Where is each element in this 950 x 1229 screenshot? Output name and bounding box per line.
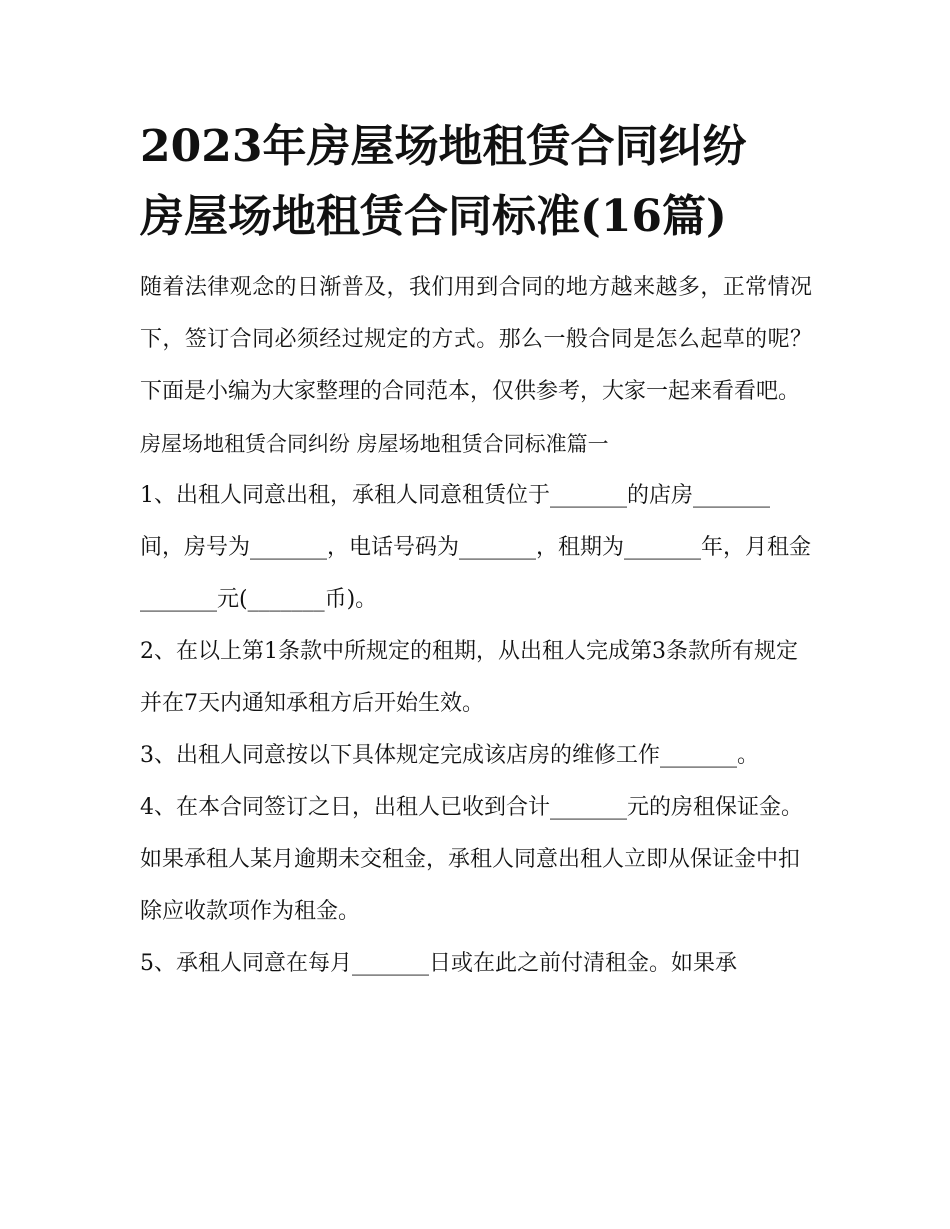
- clause-3: 3、出租人同意按以下具体规定完成该店房的维修工作_______。: [140, 743, 759, 768]
- clause-5: 5、承租人同意在每月_______日或在此之前付清租金。如果承: [140, 951, 737, 976]
- clause-4: 4、在本合同签订之日，出租人已收到合计_______元的房租保证金。如果承租人某月逾期未交租金，承租人同意出租人立即从保证金中扣除应收款项作为租金。: [140, 795, 803, 924]
- section-heading: 房屋场地租赁合同纠纷 房屋场地租赁合同标准篇一: [140, 432, 609, 456]
- intro-paragraph: 随着法律观念的日渐普及，我们用到合同的地方越来越多，正常情况下，签订合同必须经过规定的方式。那么一般合同是怎么起草的呢？下面是小编为大家整理的合同范本，仅供参考，大家一起来看看吧。: [140, 275, 812, 404]
- document-title: [140, 112, 812, 252]
- document-page: [140, 112, 812, 990]
- title-line-1: 2023年房屋场地租赁合同纠纷: [140, 121, 747, 172]
- title-line-2: 房屋场地租赁合同标准(16篇): [140, 191, 727, 242]
- clause-2: 2、在以上第1条款中所规定的租期，从出租人完成第3条款所有规定并在7天内通知承租方后开始生效。: [140, 639, 798, 716]
- clause-1: 1、出租人同意出租，承租人同意租赁位于_______的店房_______间，房号为_______，电话号码为_______，租期为_______年，月租金_______元(_______币)。: [140, 483, 812, 612]
